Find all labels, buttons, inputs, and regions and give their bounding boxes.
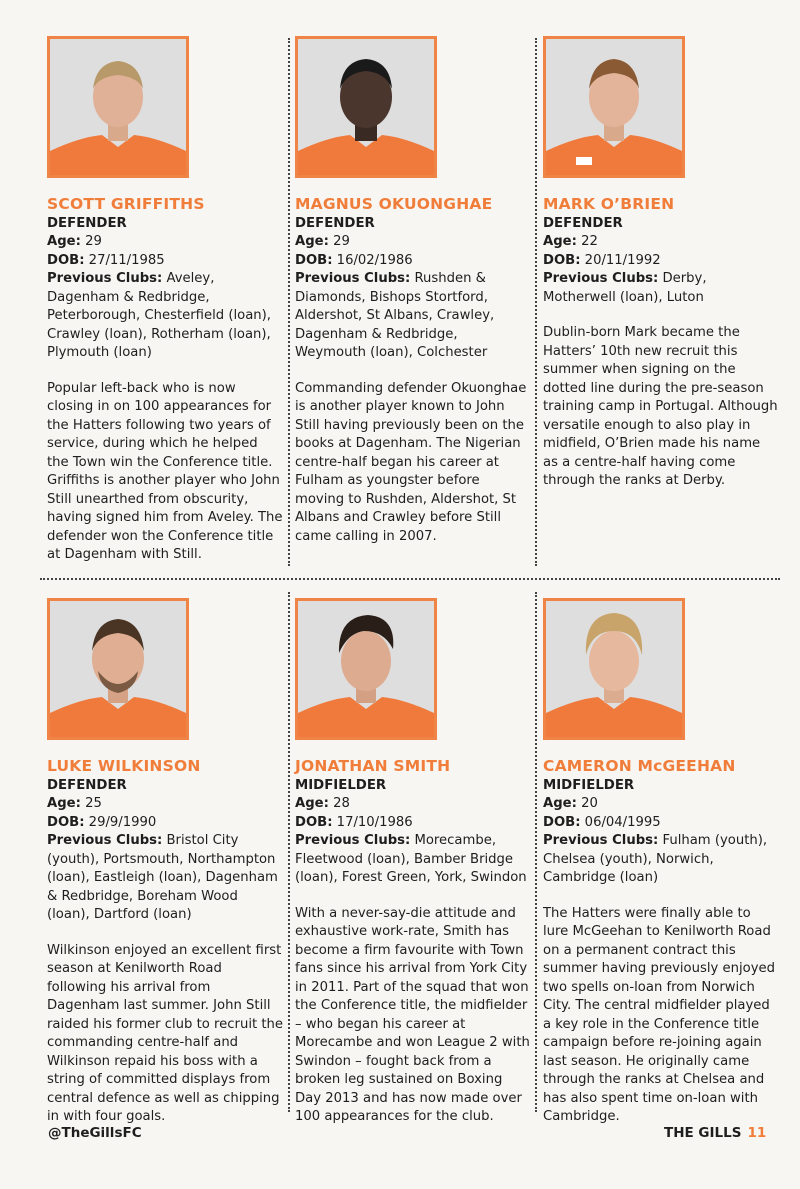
player-photo xyxy=(47,36,189,178)
player-bio: Wilkinson enjoyed an excellent first season at Kenilworth Road following his arrival from Dagenham last summer. John Still raided his former club to recruit the commanding centre-half and Wilkinson repaid his boss with a string of committed displays from central defence as well as chipping in with four goals. xyxy=(47,942,283,1124)
column-divider-top-1 xyxy=(288,38,290,566)
player-card-obrien xyxy=(543,36,779,491)
footer-handle: @TheGillsFC xyxy=(48,1125,142,1141)
player-age: Age: 29 xyxy=(47,234,102,249)
player-portrait-icon xyxy=(298,601,434,737)
player-position: MIDFIELDER xyxy=(543,778,635,793)
player-name: CAMERON McGEEHAN xyxy=(543,757,736,775)
player-dob: DOB: 27/11/1985 xyxy=(47,252,165,268)
player-position: DEFENDER xyxy=(295,216,375,231)
player-previous-clubs: Previous Clubs: Derby, Motherwell (loan), Luton xyxy=(543,271,707,305)
player-name: MAGNUS OKUONGHAE xyxy=(295,195,493,213)
player-dob: DOB: 16/02/1986 xyxy=(295,252,413,268)
player-age: Age: 25 xyxy=(47,796,102,811)
player-bio: The Hatters were finally able to lure McGeehan to Kenilworth Road on a permanent contract this summer having previously enjoyed two spells on-loan from Norwich City. The central midfielder played a key role in the Conference title campaign before re-joining again last season. He originally came through the ranks at Chelsea and has also spent time on-loan with Cambridge. xyxy=(543,905,776,1124)
player-previous-clubs: Previous Clubs: Morecambe, Fleetwood (loan), Bamber Bridge (loan), Forest Green, York, Swindon xyxy=(295,833,527,885)
player-portrait-icon xyxy=(50,39,186,175)
column-divider-bottom-1 xyxy=(288,592,290,1112)
player-portrait-icon xyxy=(546,601,682,737)
column-divider-bottom-2 xyxy=(535,592,537,1112)
column-divider-top-2 xyxy=(535,38,537,566)
player-bio: With a never-say-die attitude and exhaustive work-rate, Smith has become a firm favourite with Town fans since his arrival from York City in 2011. Part of the squad that won the Conference title, the midfielder – who began his career at Morecambe and won League 2 with Swindon – fought back from a broken leg sustained on Boxing Day 2013 and has now made over 100 appearances for the club. xyxy=(295,905,530,1124)
player-age: Age: 20 xyxy=(543,796,598,811)
player-bio: Popular left-back who is now closing in on 100 appearances for the Hatters following two years of service, during which he helped the Town win the Conference title. Griffiths is another player who John Still unearthed from obscurity, having signed him from Aveley. The defender won the Conference title at Dagenham with Still. xyxy=(47,380,283,562)
player-card-smith xyxy=(295,598,531,1127)
player-name: MARK O’BRIEN xyxy=(543,195,675,213)
player-photo xyxy=(295,598,437,740)
player-name: SCOTT GRIFFITHS xyxy=(47,195,205,213)
player-photo xyxy=(295,36,437,178)
player-dob: DOB: 17/10/1986 xyxy=(295,814,413,830)
player-card-griffiths xyxy=(47,36,283,565)
player-previous-clubs: Previous Clubs: Rushden & Diamonds, Bishops Stortford, Aldershot, St Albans, Crawley, Dagenham & Redbridge, Weymouth (loan), Colchester xyxy=(295,271,495,360)
player-card-wilkinson xyxy=(47,598,283,1127)
player-position: MIDFIELDER xyxy=(295,778,387,793)
player-photo xyxy=(47,598,189,740)
player-photo xyxy=(543,598,685,740)
player-position: DEFENDER xyxy=(543,216,623,231)
player-dob: DOB: 06/04/1995 xyxy=(543,814,661,830)
player-age: Age: 29 xyxy=(295,234,350,249)
player-bio: Commanding defender Okuonghae is another player known to John Still having previously been on the books at Dagenham. The Nigerian centre-half began his career at Fulham as youngster before moving to Rushden, Aldershot, St Albans and Crawley before Still came calling in 2007. xyxy=(295,380,527,544)
player-position: DEFENDER xyxy=(47,778,127,793)
player-position: DEFENDER xyxy=(47,216,127,231)
player-age: Age: 28 xyxy=(295,796,350,811)
player-bio: Dublin-born Mark became the Hatters’ 10th new recruit this summer when signing on the dotted line during the pre-season training camp in Portugal. Although versatile enough to also play in midfield, O’Brien made his name as a centre-half having come through the ranks at Derby. xyxy=(543,325,778,488)
player-name: JONATHAN SMITH xyxy=(295,757,451,775)
player-portrait-icon xyxy=(546,39,682,175)
magazine-title: THE GILLS xyxy=(664,1125,742,1141)
row-divider xyxy=(40,578,780,580)
player-portrait-icon xyxy=(298,39,434,175)
player-age: Age: 22 xyxy=(543,234,598,249)
player-name: LUKE WILKINSON xyxy=(47,757,201,775)
player-dob: DOB: 20/11/1992 xyxy=(543,252,661,268)
player-photo xyxy=(543,36,685,178)
player-previous-clubs: Previous Clubs: Fulham (youth), Chelsea (youth), Norwich, Cambridge (loan) xyxy=(543,833,768,885)
player-portrait-icon xyxy=(50,601,186,737)
player-dob: DOB: 29/9/1990 xyxy=(47,814,157,830)
footer-page-info xyxy=(664,1125,766,1141)
player-card-okuonghae xyxy=(295,36,531,546)
player-card-mcgeehan xyxy=(543,598,779,1127)
player-previous-clubs: Previous Clubs: Aveley, Dagenham & Redbridge, Peterborough, Chesterfield (loan), Crawley (loan), Rotherham (loan), Plymouth (loan) xyxy=(47,271,271,360)
player-previous-clubs: Previous Clubs: Bristol City (youth), Portsmouth, Northampton (loan), Eastleigh (loan), Dagenham & Redbridge, Boreham Wood (loan), Dartford (loan) xyxy=(47,833,278,922)
page-number: 11 xyxy=(747,1125,767,1141)
